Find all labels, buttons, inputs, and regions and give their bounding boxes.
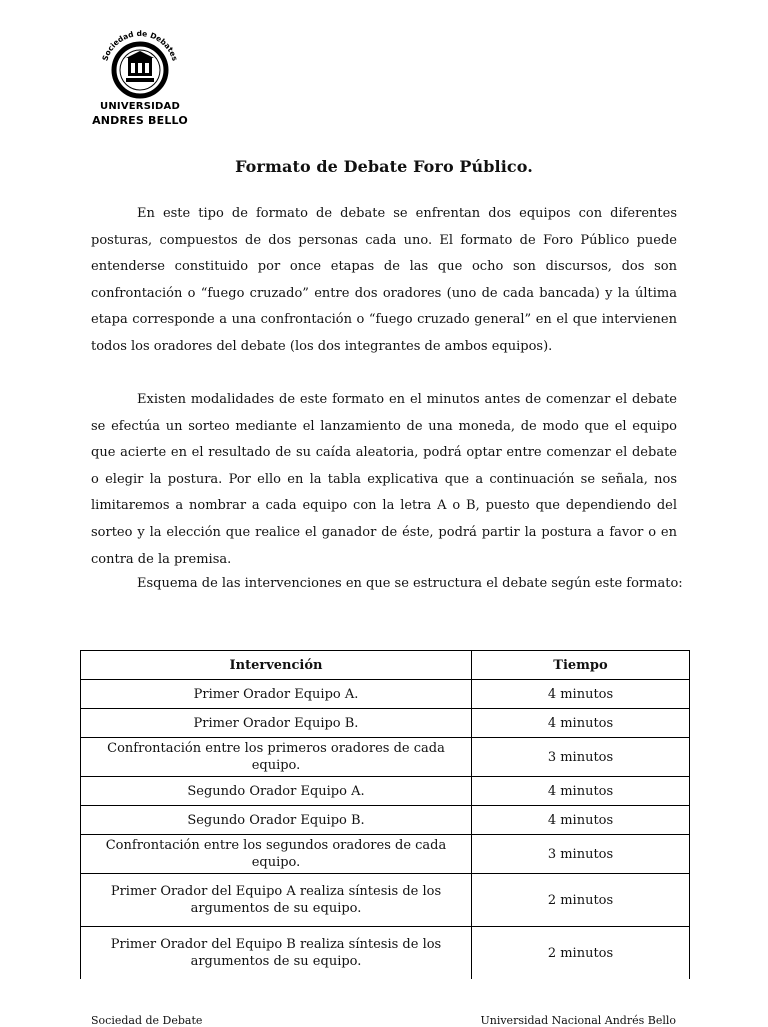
paragraph-modalities — [91, 387, 677, 573]
university-logo — [88, 18, 192, 128]
intervention-cell: Segundo Orador Equipo A. — [81, 777, 472, 806]
time-cell: 2 minutos — [472, 927, 690, 980]
logo-ring-text: Sociedad de Debates — [100, 28, 180, 62]
table-row — [81, 835, 690, 874]
intervention-cell: Confrontación entre los primeros oradores de cada equipo. — [81, 738, 472, 777]
table-row — [81, 738, 690, 777]
interventions-table — [80, 650, 690, 979]
logo-name-label: ANDRES BELLO — [92, 114, 188, 127]
time-cell: 3 minutos — [472, 835, 690, 874]
intervention-cell: Primer Orador Equipo A. — [81, 680, 472, 709]
page-title: Formato de Debate Foro Público. — [235, 157, 533, 176]
time-cell: 3 minutos — [472, 738, 690, 777]
footer-right-text: Universidad Nacional Andrés Bello — [480, 1014, 676, 1027]
table-row — [81, 874, 690, 927]
table-row — [81, 709, 690, 738]
table-row — [81, 806, 690, 835]
table-row — [81, 680, 690, 709]
schema-caption: Esquema de las intervenciones en que se estructura el debate según este formato: — [137, 576, 683, 591]
time-cell: 4 minutos — [472, 777, 690, 806]
column-header-intervencion: Intervención — [81, 651, 472, 680]
paragraph-modalities-text: Existen modalidades de este formato en el minutos antes de comenzar el debate se efectúa un sorteo mediante el lanzamiento de una moneda, de modo que el equipo que acierte en el resultado de su caída aleatoria, podrá optar entre comenzar el debate o elegir la postura. Por ello en la tabla explicativa que a continuación se señala, nos limitaremos a nombrar a cada equipo con la letra A o B, puesto que dependiendo del sorteo y la elección que realice el ganador de éste, podrá partir la postura a favor o en contra de la premisa. — [91, 392, 677, 567]
intervention-cell: Confrontación entre los segundos oradores de cada equipo. — [81, 835, 472, 874]
paragraph-intro-text: En este tipo de formato de debate se enfrentan dos equipos con diferentes posturas, compuestos de dos personas cada uno. El formato de Foro Público puede entenderse constituido por once etapas de las que ocho son discursos, dos son confrontación o “fuego cruzado” entre dos oradores (uno de cada bancada) y la última etapa corresponde a una confrontación o “fuego cruzado general” en el que intervienen todos los oradores del debate (los dos integrantes de ambos equipos). — [91, 206, 677, 354]
column-header-tiempo: Tiempo — [472, 651, 690, 680]
logo-university-label: UNIVERSIDAD — [100, 101, 180, 112]
table-header-row — [81, 651, 690, 680]
table-row — [81, 777, 690, 806]
time-cell: 4 minutos — [472, 806, 690, 835]
intervention-cell: Segundo Orador Equipo B. — [81, 806, 472, 835]
time-cell: 4 minutos — [472, 709, 690, 738]
paragraph-intro — [91, 201, 677, 361]
table-row — [81, 927, 690, 980]
time-cell: 4 minutos — [472, 680, 690, 709]
intervention-cell: Primer Orador del Equipo A realiza síntesis de los argumentos de su equipo. — [81, 874, 472, 927]
footer-left-text: Sociedad de Debate — [91, 1014, 203, 1027]
intervention-cell: Primer Orador del Equipo B realiza síntesis de los argumentos de su equipo. — [81, 927, 472, 980]
time-cell: 2 minutos — [472, 874, 690, 927]
intervention-cell: Primer Orador Equipo B. — [81, 709, 472, 738]
